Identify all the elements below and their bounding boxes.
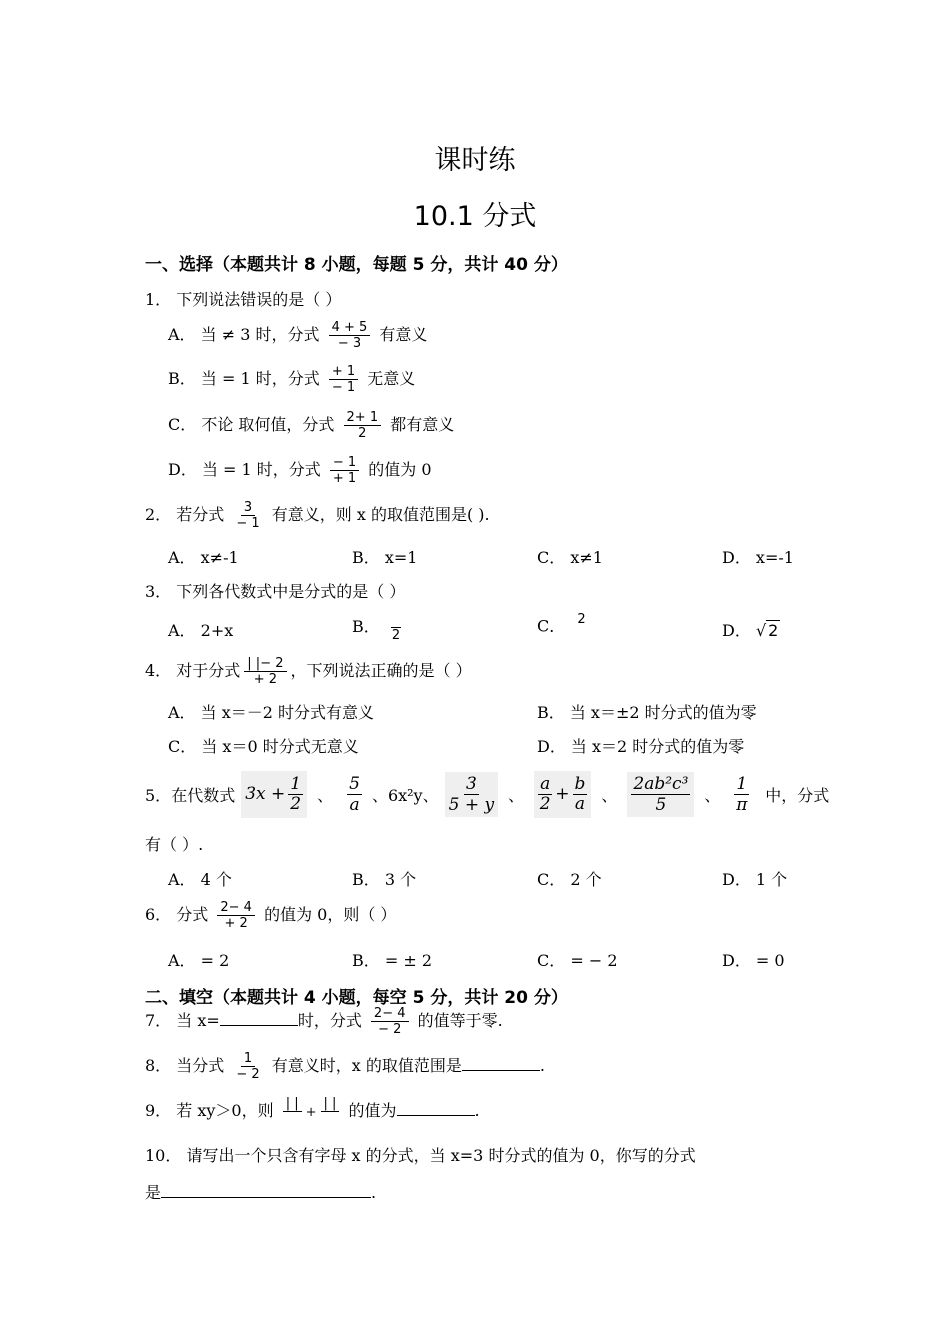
q6-option-d[interactable]: D． = 0 <box>722 951 785 970</box>
q3-option-b[interactable]: B． 2 <box>352 612 407 643</box>
expression: a 2 + $\frac{b}{a}$ <box>534 771 591 818</box>
fraction: | | <box>321 1096 340 1127</box>
q4-option-c[interactable]: C． 当 x＝0 时分式无意义 <box>168 737 359 756</box>
question-10: 10． 请写出一个只含有字母 x 的分式，当 x=3 时分式的值为 0，你写的分式 <box>145 1146 696 1165</box>
question-9: 9． 若 xy＞0，则 | | + | | 的值为 . <box>145 1096 480 1127</box>
fraction: $\frac{2- 4}{- 2}$ <box>371 1006 409 1037</box>
fraction: $\frac{2+ 1}{2}$ <box>344 410 382 441</box>
q5-line2: 有（ ）. <box>145 835 204 854</box>
q1-text: 下列说法错误的是（ ） <box>176 290 342 309</box>
page-title: 课时练 <box>434 145 516 176</box>
q5-option-c[interactable]: C． 2 个 <box>537 870 602 889</box>
q5-option-d[interactable]: D． 1 个 <box>722 870 788 889</box>
expression: $\frac{3}{5 + y}$ <box>445 772 498 817</box>
q2-option-a[interactable]: A． x≠-1 <box>168 548 239 567</box>
question-7: 7． 当 x= 时，分式 $\frac{2- 4}{- 2}$ 的值等于零. <box>145 1006 503 1037</box>
expression: 3x + $\frac{1}{2}$ <box>241 771 307 818</box>
answer-blank[interactable] <box>397 1115 475 1116</box>
fraction: 2 <box>389 612 403 643</box>
q6-option-a[interactable]: A． = 2 <box>168 951 230 970</box>
q2-option-b[interactable]: B． x=1 <box>352 548 418 567</box>
question-5: 5． 在代数式 3x + $\frac{1}{2}$ 、 $\frac{5}{a}$ 、6x²y、 $\frac{3}{5 + y}$ 、 a 2 + $\frac{b}{a}$ 、 $\frac{\text{2ab²c³}}{5}$ 、 $\frac{1}{\pi}$ 中，分式 <box>145 767 829 821</box>
sqrt-icon: √ 2 <box>755 621 779 640</box>
expression: $\frac{1}{\pi}$ <box>736 773 748 815</box>
q5-option-a[interactable]: A． 4 个 <box>168 870 232 889</box>
expression: $\frac{5}{a}$ <box>349 773 360 815</box>
q6-option-c[interactable]: C． = − 2 <box>537 951 618 970</box>
question-2: 2． 若分式 $\frac{3}{- 1}$ 有意义，则 x 的取值范围是( ). <box>145 500 490 531</box>
q4-option-b[interactable]: B． 当 x＝±2 时分式的值为零 <box>537 703 757 722</box>
question-3: 3． 下列各代数式中是分式的是（ ） <box>145 582 406 601</box>
q3-option-c[interactable]: C． 2 <box>537 612 593 642</box>
q1-option-a[interactable]: A． 当 ≠ 3 时，分式 $\frac{4 + 5}{- 3}$ 有意义 <box>168 320 428 351</box>
fraction: $\frac{| |- 2}{+ 2}$ <box>244 656 286 687</box>
q2-option-d[interactable]: D． x=-1 <box>722 548 794 567</box>
q2-option-c[interactable]: C． x≠1 <box>537 548 603 567</box>
q4-option-d[interactable]: D． 当 x＝2 时分式的值为零 <box>537 737 745 756</box>
question-4: 4． 对于分式 $\frac{| |- 2}{+ 2}$ ，下列说法正确的是（ ） <box>145 656 472 687</box>
q6-option-b[interactable]: B． = ± 2 <box>352 951 433 970</box>
q1-option-b[interactable]: B． 当 = 1 时，分式 $\frac{+ 1}{- 1}$ 无意义 <box>168 364 416 395</box>
fraction: | | <box>283 1096 302 1127</box>
answer-blank[interactable] <box>161 1197 371 1198</box>
page-subtitle: 10.1 分式 <box>413 201 537 232</box>
fraction: $\frac{1}{- 2}$ <box>236 1051 260 1082</box>
question-10-line2: 是 . <box>145 1183 377 1202</box>
fraction: $\frac{4 + 5}{- 3}$ <box>329 320 371 351</box>
question-8: 8． 当分式 $\frac{1}{- 2}$ 有意义时，x 的取值范围是 . <box>145 1051 545 1082</box>
q1-number: 1． <box>145 290 172 309</box>
question-6: 6． 分式 $\frac{2- 4}{+ 2}$ 的值为 0，则（ ） <box>145 900 397 931</box>
section2-heading: 二、填空（本题共计 4 小题，每空 5 分，共计 20 分） <box>145 988 568 1008</box>
q4-option-a[interactable]: A． 当 x＝－2 时分式有意义 <box>168 703 375 722</box>
fraction: 2 <box>577 612 586 627</box>
q3-option-a[interactable]: A． 2+x <box>168 621 234 640</box>
q1-option-c[interactable]: C． 不论 取何值，分式 $\frac{2+ 1}{2}$ 都有意义 <box>168 410 455 441</box>
question-1 <box>145 287 341 310</box>
q3-option-d[interactable]: D． √ 2 <box>722 621 779 640</box>
fraction: $\frac{+ 1}{- 1}$ <box>329 364 358 395</box>
fraction: $\frac{- 1}{+ 1}$ <box>330 455 359 486</box>
answer-blank[interactable] <box>462 1070 540 1071</box>
fraction: $\frac{3}{- 1}$ <box>236 500 260 531</box>
fraction: $\frac{2- 4}{+ 2}$ <box>217 900 255 931</box>
answer-blank[interactable] <box>220 1025 298 1026</box>
section1-heading: 一、选择（本题共计 8 小题，每题 5 分，共计 40 分） <box>145 255 568 275</box>
q1-option-d[interactable]: D． 当 = 1 时，分式 $\frac{- 1}{+ 1}$ 的值为 0 <box>168 455 432 486</box>
expression: $\frac{\text{2ab²c³}}{5}$ <box>627 772 694 817</box>
q5-option-b[interactable]: B． 3 个 <box>352 870 417 889</box>
